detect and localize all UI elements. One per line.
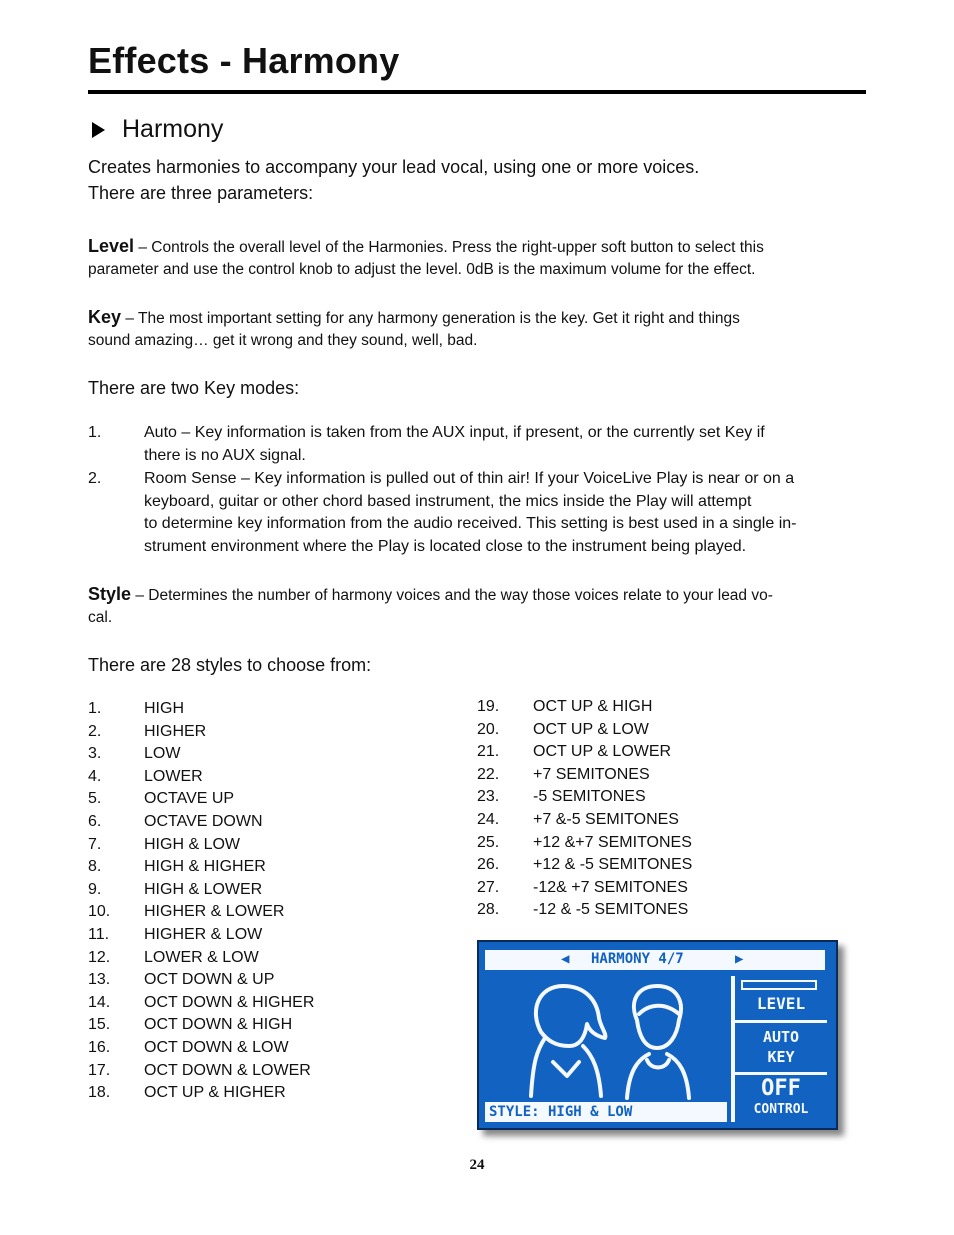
left-arrow-icon: ◀ (561, 951, 570, 967)
style-list-item: 12. LOWER & LOW (88, 948, 259, 966)
style-list-item: 5. OCTAVE UP (88, 790, 235, 808)
two-singers-icon (519, 980, 719, 1100)
style-list-item: 21. OCT UP & LOWER (477, 743, 672, 761)
level-paragraph (88, 235, 878, 281)
style-list-item: 18. OCT UP & HIGHER (88, 1084, 286, 1102)
style-list-item: 7. HIGH & LOW (88, 835, 241, 853)
style-list-item: 23. -5 SEMITONES (477, 788, 646, 806)
style-list-item: 25. +12 &+7 SEMITONES (477, 833, 692, 851)
key-line-2: sound amazing… get it wrong and they sound, well, bad. (88, 332, 478, 349)
style-list-item: 17. OCT DOWN & LOWER (88, 1061, 311, 1079)
list-item-continuation: strument environment where the Play is located close to the instrument being played. (144, 537, 747, 555)
style-list-item: 14. OCT DOWN & HIGHER (88, 993, 315, 1011)
list-item: 1. Auto – Key information is taken from the AUX input, if present, or the currently set Key if (88, 424, 765, 441)
style-list-item: 16. OCT DOWN & LOW (88, 1039, 289, 1056)
lcd-header-text: HARMONY 4/7 (591, 951, 684, 967)
softkey-control-label: CONTROL (753, 1102, 809, 1117)
section-heading (92, 115, 223, 144)
style-list-item: 1. HIGH (88, 700, 184, 717)
softkey-key-label: KEY (767, 1048, 795, 1066)
intro-line-1: Creates harmonies to accompany your lead vocal, using one or more voices. (88, 157, 700, 177)
style-list-item: 24. +7 &-5 SEMITONES (477, 811, 679, 828)
level-line-1: – Controls the overall level of the Harmonies. Press the right-upper soft button to select this (134, 239, 764, 256)
page-number: 24 (469, 1157, 485, 1173)
right-arrow-icon: ▶ (735, 951, 744, 967)
softkey-control-value: OFF (761, 1076, 801, 1101)
style-list-item: 22. +7 SEMITONES (477, 765, 650, 783)
style-list-item: 3. LOW (88, 745, 181, 763)
style-list-item: 20. OCT UP & LOW (477, 720, 649, 738)
key-paragraph (88, 306, 878, 352)
lcd-divider (735, 1020, 827, 1023)
style-line-1: – Determines the number of harmony voices and the way those voices relate to your lead vo- (131, 587, 773, 604)
list-item-continuation: to determine key information from the audio received. This setting is best used in a single in- (144, 515, 797, 532)
key-modes-intro: There are two Key modes: (88, 378, 300, 398)
list-item-continuation: there is no AUX signal. (144, 446, 306, 464)
softkey-level-label: LEVEL (756, 994, 806, 1013)
styles-list-left (88, 700, 468, 1110)
style-list-item: 26. +12 & -5 SEMITONES (477, 856, 693, 874)
style-list-item: 10. HIGHER & LOWER (88, 903, 285, 921)
style-list-item: 13. OCT DOWN & UP (88, 971, 275, 989)
level-meter (741, 980, 817, 990)
style-list-item: 15. OCT DOWN & HIGH (88, 1016, 293, 1034)
style-paragraph (88, 583, 878, 629)
triangle-bullet-icon (92, 122, 105, 138)
style-term: Style (88, 584, 132, 604)
title-rule (88, 90, 866, 94)
key-modes-list (88, 422, 878, 562)
style-list-item: 6. OCTAVE DOWN (88, 813, 263, 830)
lcd-style-text: STYLE: HIGH & LOW (489, 1104, 633, 1120)
level-term: Level (88, 236, 135, 256)
style-list-item: 11. HIGHER & LOW (88, 926, 263, 943)
style-list-item: 9. HIGH & LOWER (88, 880, 263, 898)
style-list-item: 19. OCT UP & HIGH (477, 698, 653, 715)
list-item-continuation: keyboard, guitar or other chord based instrument, the mics inside the Play will attempt (144, 492, 752, 510)
lcd-divider (735, 1072, 827, 1075)
level-line-2: parameter and use the control knob to adjust the level. 0dB is the maximum volume for the effect. (88, 261, 756, 278)
style-list-item: 28. -12 & -5 SEMITONES (477, 901, 689, 919)
style-list-item: 8. HIGH & HIGHER (88, 858, 266, 876)
style-line-2: cal. (88, 609, 113, 626)
style-list-item: 4. LOWER (88, 767, 203, 785)
style-list-item: 2. HIGHER (88, 722, 207, 740)
intro-paragraph (88, 154, 699, 206)
list-item: 2. Room Sense – Key information is pulled out of thin air! If your VoiceLive Play is near or on a (88, 470, 795, 487)
lcd-screenshot (477, 940, 838, 1130)
key-term: Key (88, 307, 122, 327)
key-line-1: – The most important setting for any harmony generation is the key. Get it right and things (121, 310, 740, 327)
styles-intro: There are 28 styles to choose from: (88, 655, 372, 675)
softkey-key-mode: AUTO (762, 1028, 800, 1046)
intro-line-2: There are three parameters: (88, 183, 314, 203)
styles-list-right (477, 698, 857, 928)
style-list-item: 27. -12& +7 SEMITONES (477, 878, 688, 896)
page-title: Effects - Harmony (88, 40, 400, 81)
section-heading-text: Harmony (122, 115, 224, 143)
